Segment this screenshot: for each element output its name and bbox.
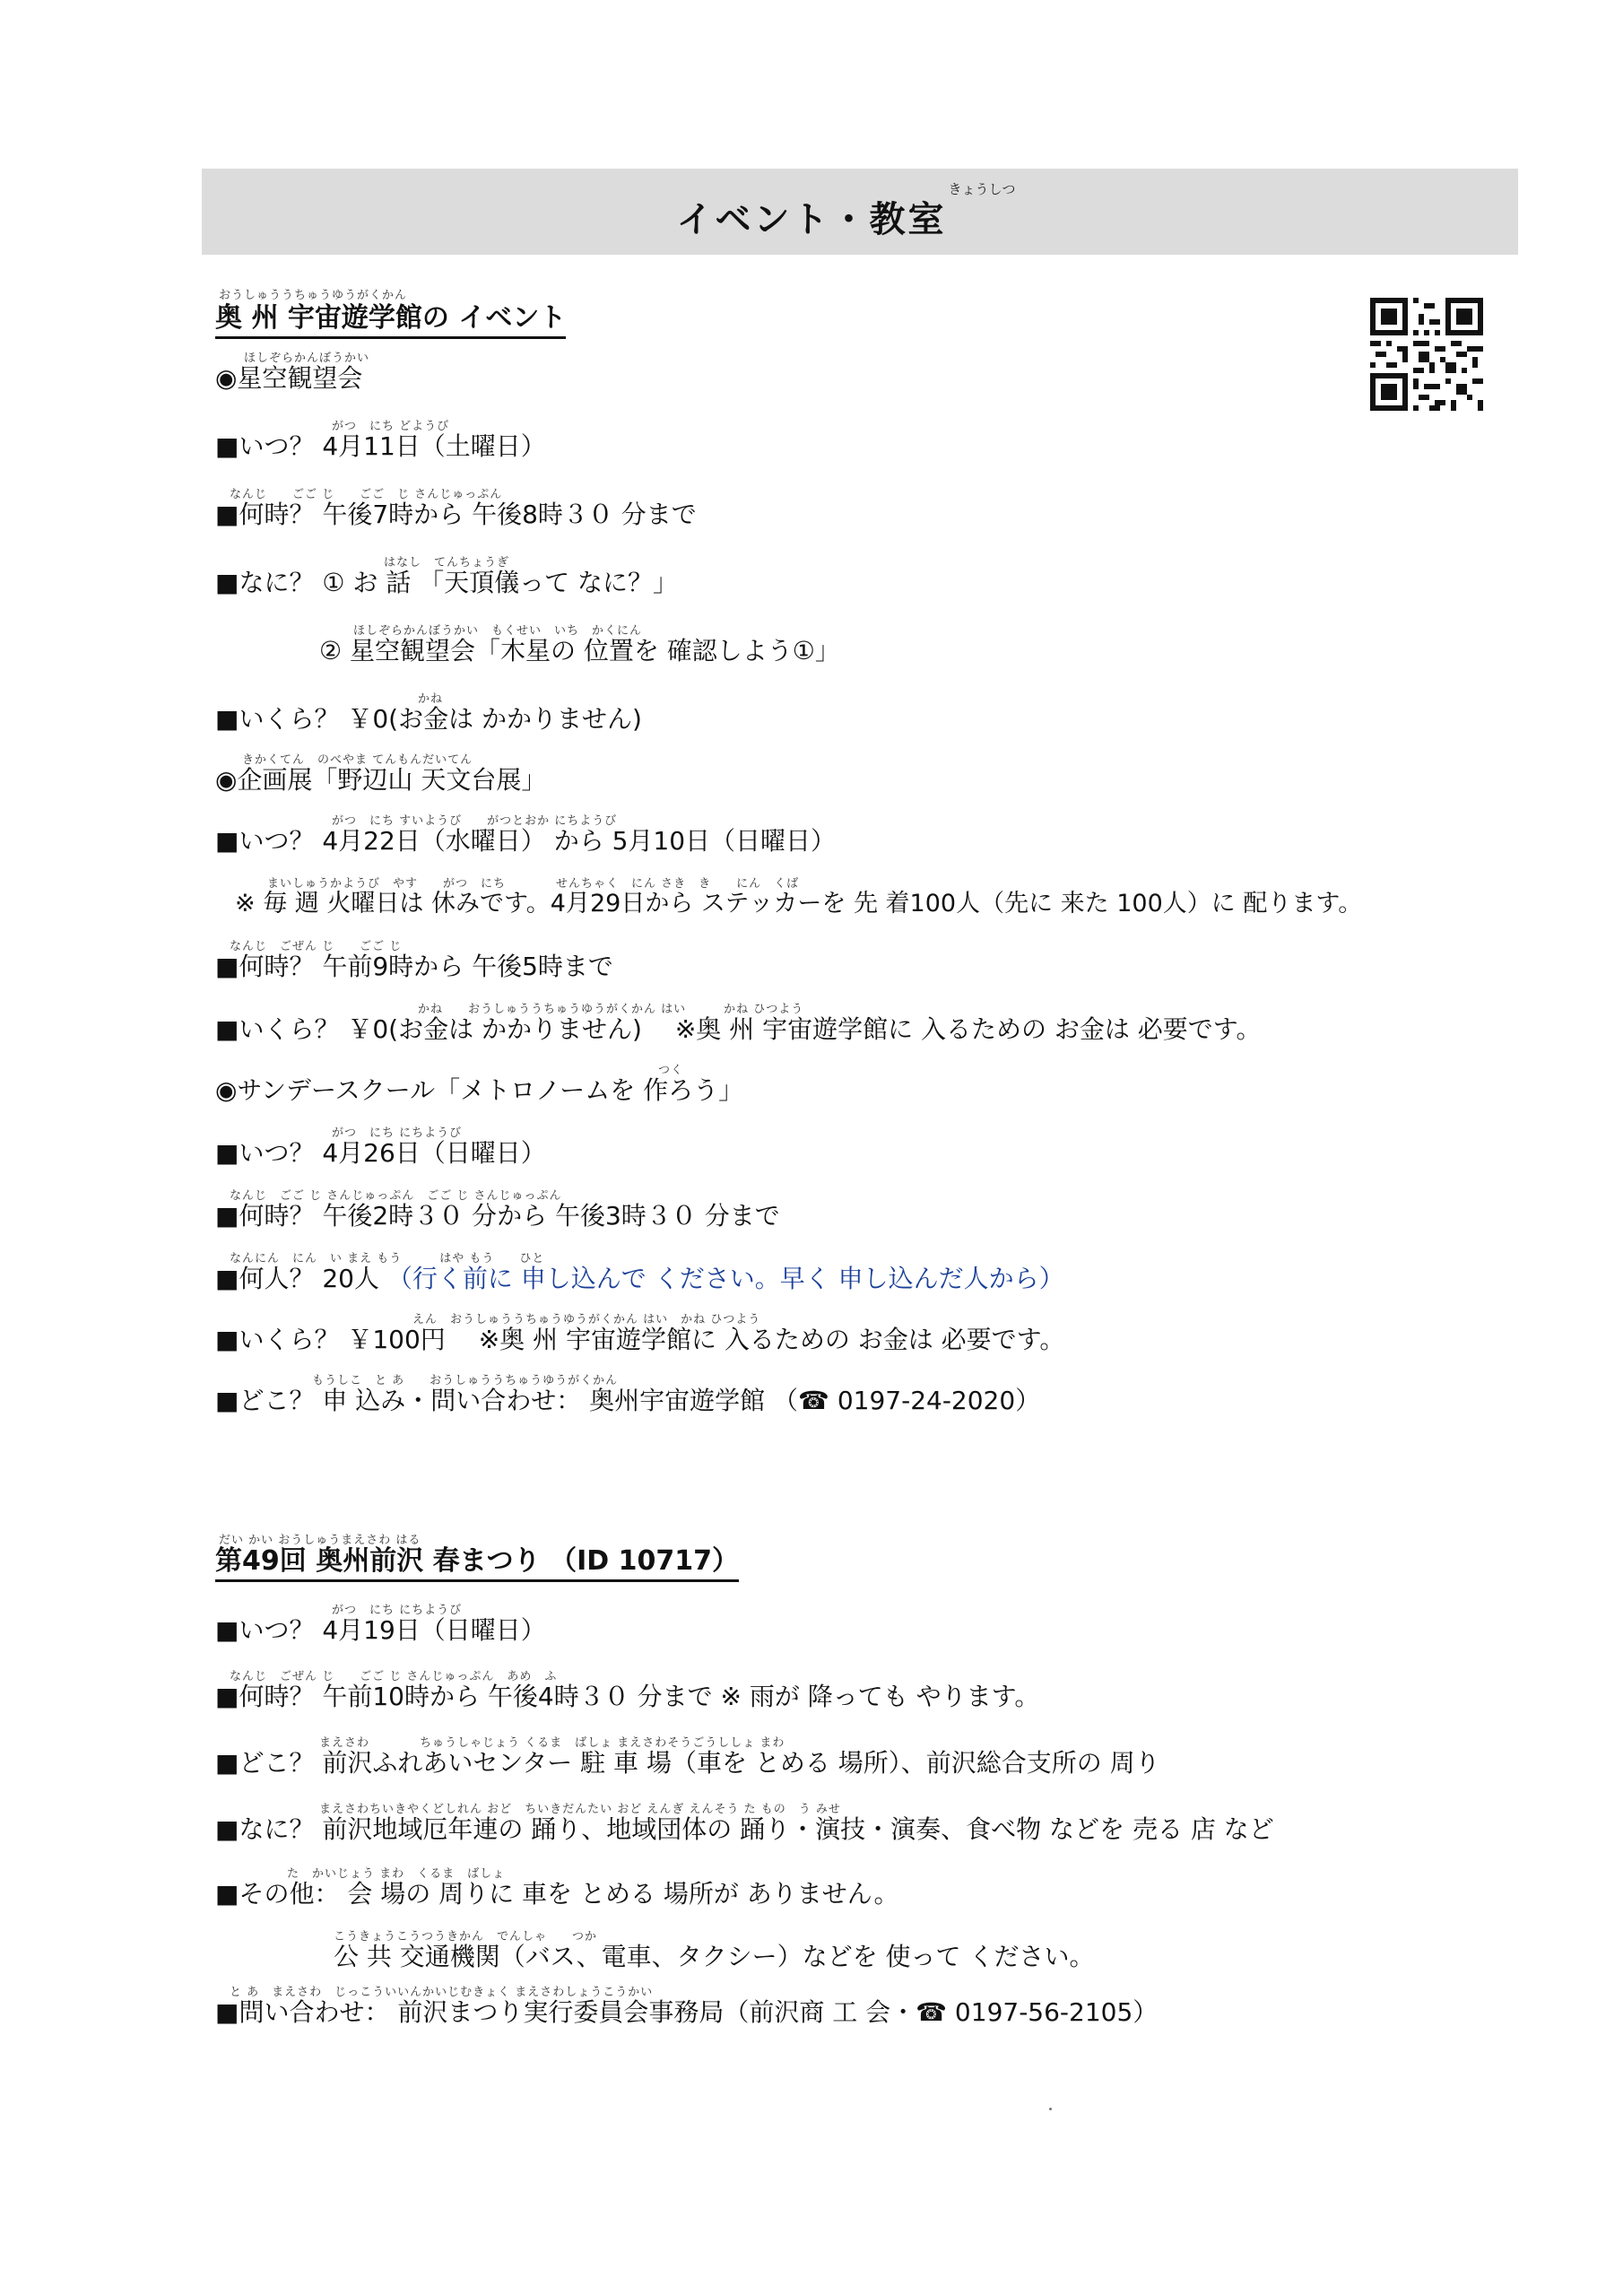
event1-time: ■何時？ 午後7時から 午後8時３０ 分まで [215,500,697,529]
section1-title: 奥 州 宇宙遊学館の イベント [215,301,566,339]
event2-time: ■何時？ 午前9時から 午後5時まで [215,952,613,981]
s2-contact: ■問い合わせ： 前沢まつり実行委員会事務局（前沢商 工 会・☎ 0197-56-2105） [215,1997,1159,2027]
event3-people [215,1263,1064,1295]
event3-name-ruby: つく [658,1064,684,1077]
event1-when: ■いつ？ 4月11日（土曜日） [215,431,546,461]
event3-when-ruby: がつ にち にちようび [332,1126,463,1140]
event2-note: ※ 毎 週 火曜日は 休みです。4月29日から ステッカーを 先 着100人（先に 来た 100人）に 配ります。 [235,890,1363,918]
event2-price-ruby: かね おうしゅううちゅうゆうがくかん はい かね ひつよう [418,1003,804,1016]
event3-people-note: （行く前に 申し込んで ください。早く 申し込んだ人から） [386,1264,1064,1293]
event3-where: ■どこ？ 申 込み・問い合わせ： 奥州宇宙遊学館 （☎ 0197-24-2020） [215,1386,1041,1415]
event3-price: ■いくら？ ￥100円 ※奥 州 宇宙遊学館に 入るための お金は 必要です。 [215,1325,1065,1354]
event2-note-ruby: まいしゅうかようび やす がつ にち せんちゃく にん さき き にん くば [267,877,800,891]
section1-title-ruby: おうしゅううちゅうゆうがくかん [219,289,408,302]
s2-where-ruby: まえさわ ちゅうしゃじょう くるま ばしょ まえさわそうごうししょ まわ [319,1736,785,1750]
s2-other-ruby: た かいじょう まわ くるま ばしょ [287,1867,506,1881]
event3-when: ■いつ？ 4月26日（日曜日） [215,1138,546,1168]
qr-code-icon [1370,298,1483,411]
s2-contact-ruby: と あ まえさわ じっこういいんかいじむきょく まえさわしょうこうかい [230,1986,654,1999]
scan-speck [1049,2108,1052,2110]
event1-name-ruby: ほしぞらかんぼうかい [244,352,370,365]
event3-time-ruby: なんじ ごご じ さんじゅっぷん ごご じ さんじゅっぷん [230,1189,562,1203]
event3-people-count: ■何人？ 20人 [215,1264,379,1293]
qr-code[interactable] [1370,298,1483,411]
s2-time: ■何時？ 午前10時から 午後4時３０ 分まで ※ 雨が 降っても やります。 [215,1682,1040,1711]
section2-title-ruby: だい かい おうしゅうまえさわ はる [219,1534,421,1547]
s2-what: ■なに？ 前沢地域厄年連の 踊り、地域団体の 踊り・演技・演奏、食べ物 などを 売る 店 など [215,1814,1274,1844]
event1-what1: ■なに？ ① お 話 「天頂儀って なに？」 [215,568,679,597]
event1-name: ◉星空観望会 [215,363,363,393]
s2-other: ■その他： 会 場の 周りに 車を とめる 場所が ありません。 [215,1879,899,1909]
event2-name-ruby: きかくてん のべやま てんもんだいてん [242,753,473,767]
event1-price: ■いくら？ ￥0(お金は かかりません) [215,704,642,734]
s2-other2: 公 共 交通機関（バス、電車、タクシー）などを 使って ください。 [334,1942,1095,1971]
event2-price: ■いくら？ ￥0(お金は かかりません) ※奥 州 宇宙遊学館に 入るための お金は 必要です。 [215,1014,1262,1044]
event1-what1-ruby: はなし てんちょうぎ [384,556,510,570]
event3-name: ◉サンデースクール「メトロノームを 作ろう」 [215,1075,744,1105]
s2-when-ruby: がつ にち にちようび [332,1604,463,1617]
event3-time: ■何時？ 午後2時３０ 分から 午後3時３０ 分まで [215,1201,780,1231]
page-title: イベント・教室 [676,199,947,240]
event2-time-ruby: なんじ ごぜん じ ごご じ [230,940,403,953]
event1-time-ruby: なんじ ごご じ ごご じ さんじゅっぷん [230,488,503,501]
event1-price-ruby: かね [418,692,444,706]
event3-people-ruby: なんにん にん い まえ もう はや もう ひと [230,1252,545,1265]
event1-what2: ② 星空観望会「木星の 位置を 確認しよう①」 [319,636,840,665]
event1-when-ruby: がつ にち どようび [332,420,450,433]
s2-what-ruby: まえさわちいきやくどしれん おど ちいきだんたい おど えんぎ えんそう た もの う みせ [319,1803,841,1816]
event3-where-ruby: もうしこ と あ おうしゅううちゅうゆうがくかん [312,1374,619,1387]
event3-price-ruby: えん おうしゅううちゅうゆうがくかん はい かね ひつよう [412,1313,761,1326]
event2-when: ■いつ？ 4月22日（水曜日） から 5月10日（日曜日） [215,826,837,856]
event2-when-ruby: がつ にち すいようび がつとおか にちようび [332,814,618,828]
s2-other2-ruby: こうきょうこうつうきかん でんしゃ つか [334,1930,598,1944]
event2-name: ◉企画展「野辺山 天文台展」 [215,765,547,795]
s2-time-ruby: なんじ ごぜん じ ごご じ さんじゅっぷん あめ ふ [230,1670,558,1683]
s2-where: ■どこ？ 前沢ふれあいセンター 駐 車 場（車を とめる 場所）、前沢総合支所の 周り [215,1748,1160,1778]
event1-what2-ruby: ほしぞらかんぼうかい もくせい いち かくにん [353,624,643,638]
header-title-ruby: きょうしつ [948,181,1016,197]
s2-when: ■いつ？ 4月19日（日曜日） [215,1615,546,1645]
section2-title: 第49回 奥州前沢 春まつり （ID 10717） [215,1544,739,1582]
